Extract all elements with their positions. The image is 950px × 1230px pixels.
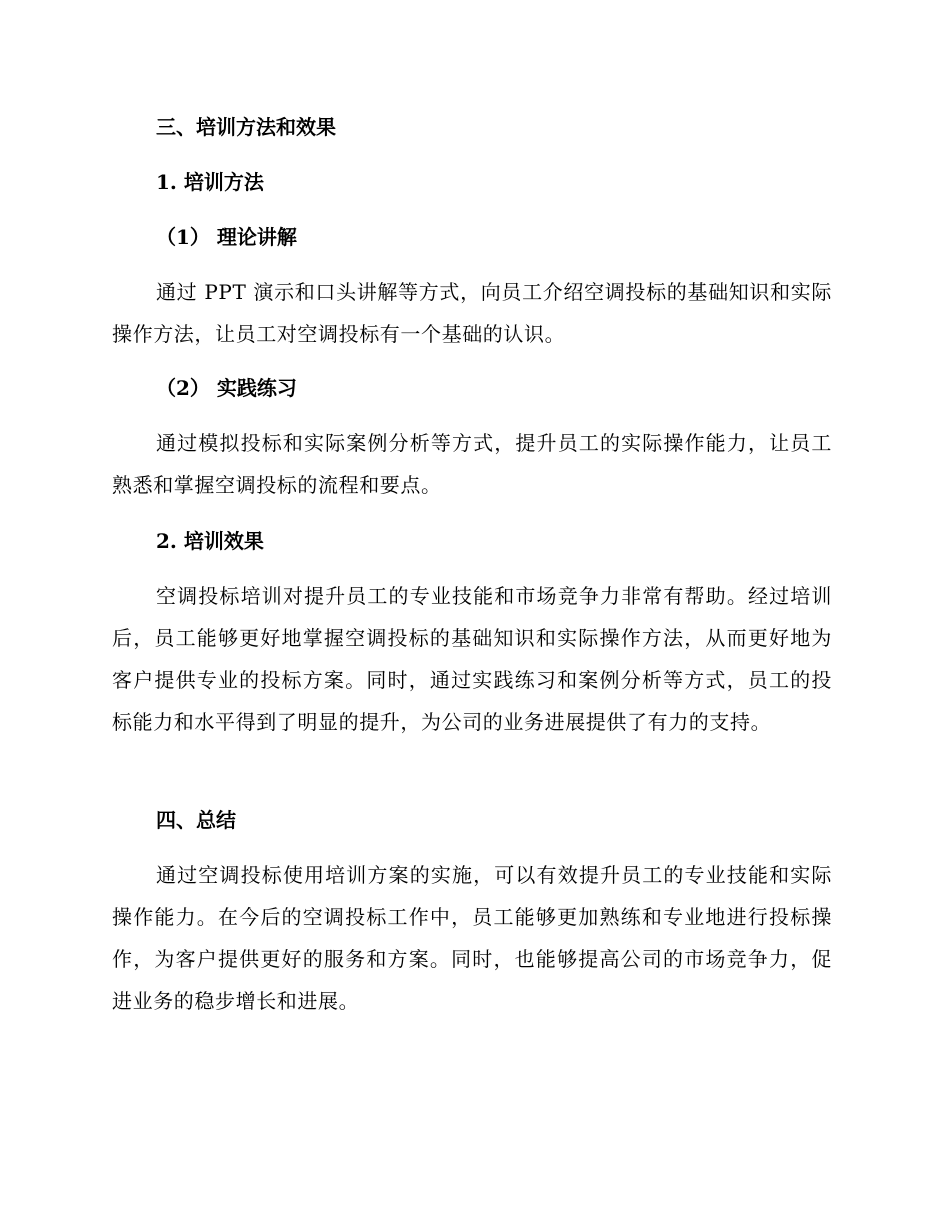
paragraph-summary: 通过空调投标使用培训方案的实施，可以有效提升员工的专业技能和实际操作能力。在今后的空调投标工作中，员工能够更加熟练和专业地进行投标操作，为客户提供更好的服务和方案。同时，也能够提高公司的市场竞争力，促进业务的稳步增长和进展。 bbox=[112, 863, 832, 1013]
section-heading-summary: 四、总结 bbox=[156, 808, 236, 832]
subheading-theory-lecture: （1） 理论讲解 bbox=[156, 225, 297, 249]
paragraph-theory-lecture: 通过 PPT 演示和口头讲解等方式，向员工介绍空调投标的基础知识和实际操作方法，让员工对空调投标有一个基础的认识。 bbox=[112, 280, 832, 346]
section-heading-training-methods-effects: 三、培训方法和效果 bbox=[156, 115, 336, 139]
subheading-training-effects: 2. 培训效果 bbox=[156, 529, 264, 553]
subheading-training-methods: 1. 培训方法 bbox=[156, 170, 264, 194]
paragraph-training-effects: 空调投标培训对提升员工的专业技能和市场竞争力非常有帮助。经过培训后，员工能够更好地掌握空调投标的基础知识和实际操作方法，从而更好地为客户提供专业的投标方案。同时，通过实践练习和案例分析等方式，员工的投标能力和水平得到了明显的提升，为公司的业务进展提供了有力的支持。 bbox=[112, 584, 832, 734]
subheading-practice-exercise: （2） 实践练习 bbox=[156, 376, 297, 400]
paragraph-practice-exercise: 通过模拟投标和实际案例分析等方式，提升员工的实际操作能力，让员工熟悉和掌握空调投标的流程和要点。 bbox=[112, 431, 832, 497]
